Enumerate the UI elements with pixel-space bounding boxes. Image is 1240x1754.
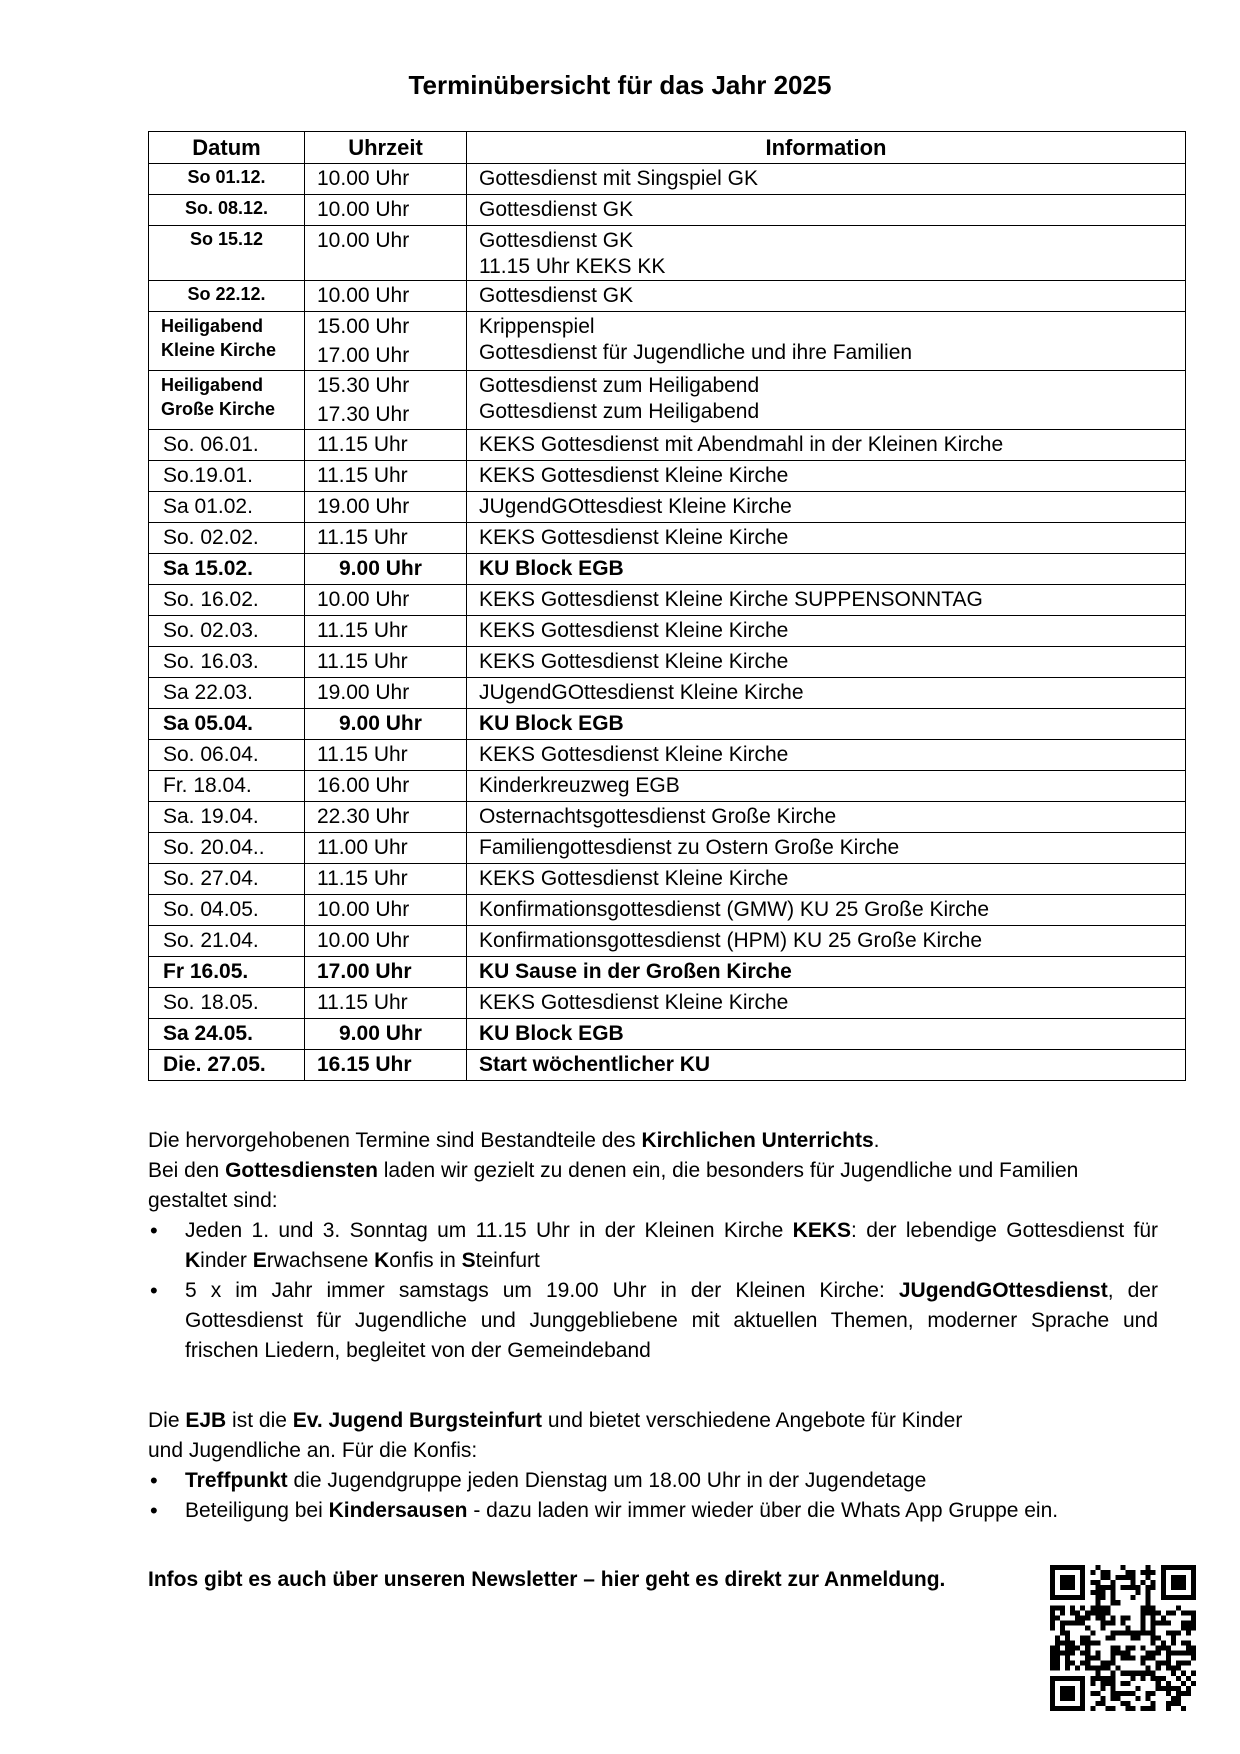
table-row	[149, 492, 1186, 523]
row-time: 11.00 Uhr	[305, 833, 467, 864]
row-date	[149, 312, 305, 371]
row-time: 10.00 Uhr	[305, 585, 467, 616]
table-row	[149, 802, 1186, 833]
text-run: Bei den	[148, 1159, 226, 1182]
row-time	[305, 371, 467, 430]
row-date: So. 06.04.	[149, 740, 305, 771]
row-info: KU Sause in der Großen Kirche	[467, 957, 1186, 988]
row-date: So. 06.01.	[149, 430, 305, 461]
row-date: Sa. 19.04.	[149, 802, 305, 833]
row-date: Sa 22.03.	[149, 678, 305, 709]
row-info-line: Krippenspiel	[479, 315, 595, 338]
row-time: 19.00 Uhr	[305, 492, 467, 523]
row-time: 11.15 Uhr	[305, 430, 467, 461]
worship-list	[148, 1216, 1158, 1366]
row-date: Sa 05.04.	[149, 709, 305, 740]
table-row	[149, 616, 1186, 647]
row-time: 10.00 Uhr	[305, 895, 467, 926]
newsletter-note: Infos gibt es auch über unseren Newsletter – hier geht es direkt zur Anmeldung.	[148, 1568, 946, 1591]
row-time: 11.15 Uhr	[305, 740, 467, 771]
row-info: KU Block EGB	[467, 1019, 1186, 1050]
header-information: Information	[467, 132, 1186, 164]
row-date: Sa 01.02.	[149, 492, 305, 523]
list-item	[148, 1216, 1158, 1276]
row-date: Sa 24.05.	[149, 1019, 305, 1050]
row-date: So. 21.04.	[149, 926, 305, 957]
youth-section	[148, 1406, 1158, 1526]
table-row	[149, 988, 1186, 1019]
text-run: onfis in	[389, 1249, 462, 1272]
row-time: 10.00 Uhr	[305, 164, 467, 195]
page-title: Terminübersicht für das Jahr 2025	[408, 70, 832, 100]
text-run-bold: KEKS	[792, 1219, 852, 1242]
row-time: 10.00 Uhr	[305, 195, 467, 226]
row-time-line: 17.30 Uhr	[317, 403, 410, 426]
table-row	[149, 226, 1186, 281]
row-info: Start wöchentlicher KU	[467, 1050, 1186, 1081]
row-date: So. 20.04..	[149, 833, 305, 864]
table-header-row	[149, 132, 1186, 164]
row-time: 16.15 Uhr	[305, 1050, 467, 1081]
table-row-highlighted	[149, 1050, 1186, 1081]
row-info: KU Block EGB	[467, 554, 1186, 585]
table-row	[149, 864, 1186, 895]
row-time-line: 17.00 Uhr	[317, 344, 410, 367]
row-date-line: Große Kirche	[161, 399, 276, 419]
row-time-line: 15.00 Uhr	[317, 315, 410, 338]
table-row-highlighted	[149, 709, 1186, 740]
table-row	[149, 895, 1186, 926]
text-run: Beteiligung bei	[185, 1499, 329, 1522]
row-time: 9.00 Uhr	[305, 1019, 467, 1050]
text-run-bold: EJB	[185, 1409, 227, 1432]
youth-list	[148, 1466, 1108, 1526]
text-run-bold: JUgendGOttesdienst	[898, 1279, 1108, 1302]
row-info: JUgendGOttesdiest Kleine Kirche	[467, 492, 1186, 523]
row-info: KEKS Gottesdienst Kleine Kirche	[467, 523, 1186, 554]
text-run: inder	[200, 1249, 253, 1272]
table-row	[149, 740, 1186, 771]
row-info: KU Block EGB	[467, 709, 1186, 740]
row-date: Fr 16.05.	[149, 957, 305, 988]
row-time: 9.00 Uhr	[305, 554, 467, 585]
row-date: So. 27.04.	[149, 864, 305, 895]
text-run: Die	[148, 1409, 186, 1432]
table-row	[149, 647, 1186, 678]
row-date: So 15.12	[149, 226, 305, 281]
table-row	[149, 371, 1186, 430]
row-info-line: Gottesdienst zum Heiligabend	[479, 374, 760, 397]
row-date-line: Heiligabend	[161, 375, 264, 395]
row-info: Konfirmationsgottesdienst (HPM) KU 25 Große Kirche	[467, 926, 1186, 957]
row-time: 9.00 Uhr	[305, 709, 467, 740]
table-row	[149, 281, 1186, 312]
row-info: KEKS Gottesdienst Kleine Kirche	[467, 988, 1186, 1019]
text-run: ist die	[226, 1409, 293, 1432]
row-info-line: Gottesdienst GK	[479, 229, 634, 252]
row-time: 10.00 Uhr	[305, 281, 467, 312]
text-run: die Jugendgruppe jeden Dienstag um 18.00 Uhr in der Jugendetage	[287, 1469, 927, 1492]
text-run-bold: Treffpunkt	[185, 1469, 288, 1492]
row-info	[467, 312, 1186, 371]
notes-section	[148, 1126, 1158, 1366]
header-date: Datum	[149, 132, 305, 164]
row-date: So. 08.12.	[149, 195, 305, 226]
row-date: Fr. 18.04.	[149, 771, 305, 802]
table-row	[149, 461, 1186, 492]
text-run: rwachsene	[266, 1249, 375, 1272]
table-row	[149, 833, 1186, 864]
row-info: Osternachtsgottesdienst Große Kirche	[467, 802, 1186, 833]
text-run-bold: Gottesdiensten	[225, 1159, 378, 1182]
table-row	[149, 195, 1186, 226]
row-time: 10.00 Uhr	[305, 226, 467, 281]
text-run-bold: K	[185, 1249, 201, 1272]
row-info: KEKS Gottesdienst Kleine Kirche	[467, 864, 1186, 895]
row-info: KEKS Gottesdienst Kleine Kirche	[467, 740, 1186, 771]
row-time-line: 15.30 Uhr	[317, 374, 410, 397]
table-row	[149, 523, 1186, 554]
text-run-bold: Ev. Jugend Burgsteinfurt	[292, 1409, 543, 1432]
row-info: Kinderkreuzweg EGB	[467, 771, 1186, 802]
text-run-bold: E	[252, 1249, 267, 1272]
text-run: und bietet verschiedene Angebote für Kinder	[542, 1409, 963, 1432]
qr-code-icon[interactable]	[1050, 1565, 1196, 1711]
row-time: 17.00 Uhr	[305, 957, 467, 988]
table-row	[149, 678, 1186, 709]
row-info-line: 11.15 Uhr KEKS KK	[479, 255, 666, 278]
table-row-highlighted	[149, 957, 1186, 988]
table-row	[149, 430, 1186, 461]
row-date: Sa 15.02.	[149, 554, 305, 585]
text-run: , der Gottesdienst für Jugendliche und Junggebliebene mit aktuellen Themen, moderner Sprache und frischen Liedern, begleitet von der Gemeindeband	[185, 1279, 1158, 1362]
list-item	[148, 1496, 1108, 1526]
text-run: Die hervorgehobenen Termine sind Bestandteile des	[148, 1129, 642, 1152]
row-date: So. 16.02.	[149, 585, 305, 616]
note-paragraph	[148, 1406, 1158, 1436]
row-time: 16.00 Uhr	[305, 771, 467, 802]
row-date: Die. 27.05.	[149, 1050, 305, 1081]
text-run-bold: K	[374, 1249, 390, 1272]
row-date: So.19.01.	[149, 461, 305, 492]
text-run: 5 x im Jahr immer samstags um 19.00 Uhr in der Kleinen Kirche:	[185, 1279, 899, 1302]
text-run: .	[873, 1129, 880, 1152]
row-info	[467, 371, 1186, 430]
text-run: laden wir gezielt zu denen ein, die besonders für Jugendliche und Familien gestaltet sind:	[148, 1159, 1079, 1212]
row-time	[305, 312, 467, 371]
row-time: 11.15 Uhr	[305, 864, 467, 895]
table-row	[149, 926, 1186, 957]
row-date-line: Kleine Kirche	[161, 340, 277, 360]
row-time: 11.15 Uhr	[305, 616, 467, 647]
row-info: KEKS Gottesdienst mit Abendmahl in der Kleinen Kirche	[467, 430, 1186, 461]
row-info: KEKS Gottesdienst Kleine Kirche	[467, 647, 1186, 678]
table-row	[149, 771, 1186, 802]
table-row	[149, 585, 1186, 616]
row-time: 11.15 Uhr	[305, 988, 467, 1019]
row-date: So. 04.05.	[149, 895, 305, 926]
row-info: KEKS Gottesdienst Kleine Kirche SUPPENSONNTAG	[467, 585, 1186, 616]
row-date: So. 16.03.	[149, 647, 305, 678]
row-info: KEKS Gottesdienst Kleine Kirche	[467, 616, 1186, 647]
text-run-bold: Kirchlichen Unterrichts	[641, 1129, 874, 1152]
note-paragraph	[148, 1156, 1158, 1216]
header-time: Uhrzeit	[305, 132, 467, 164]
row-info-line: Gottesdienst zum Heiligabend	[479, 400, 760, 423]
row-info: Gottesdienst GK	[467, 281, 1186, 312]
row-date: So 01.12.	[149, 164, 305, 195]
note-paragraph: und Jugendliche an. Für die Konfis:	[148, 1439, 478, 1462]
table-row-highlighted	[149, 554, 1186, 585]
text-run: teinfurt	[475, 1249, 540, 1272]
row-time: 11.15 Uhr	[305, 461, 467, 492]
note-paragraph	[148, 1126, 1158, 1156]
text-run-bold: S	[461, 1249, 476, 1272]
row-date: So 22.12.	[149, 281, 305, 312]
text-run: : der lebendige Gottesdienst für	[851, 1219, 1158, 1242]
text-run-bold: Kindersausen	[328, 1499, 468, 1522]
row-time: 11.15 Uhr	[305, 647, 467, 678]
schedule-table	[148, 131, 1186, 1081]
row-info: Konfirmationsgottesdienst (GMW) KU 25 Große Kirche	[467, 895, 1186, 926]
row-time: 19.00 Uhr	[305, 678, 467, 709]
row-info-line: Gottesdienst für Jugendliche und ihre Familien	[479, 341, 913, 364]
row-date	[149, 371, 305, 430]
row-info: KEKS Gottesdienst Kleine Kirche	[467, 461, 1186, 492]
row-date: So. 02.03.	[149, 616, 305, 647]
text-run: - dazu laden wir immer wieder über die Whats App Gruppe ein.	[467, 1499, 1059, 1522]
row-date-line: Heiligabend	[161, 316, 264, 336]
row-date: So. 02.02.	[149, 523, 305, 554]
row-time: 22.30 Uhr	[305, 802, 467, 833]
text-run: Jeden 1. und 3. Sonntag um 11.15 Uhr in der Kleinen Kirche	[185, 1219, 793, 1242]
list-item	[148, 1466, 1108, 1496]
list-item	[148, 1276, 1158, 1366]
table-row	[149, 312, 1186, 371]
row-time: 11.15 Uhr	[305, 523, 467, 554]
row-info: Gottesdienst GK	[467, 195, 1186, 226]
table-row-highlighted	[149, 1019, 1186, 1050]
table-row	[149, 164, 1186, 195]
row-time: 10.00 Uhr	[305, 926, 467, 957]
row-date: So. 18.05.	[149, 988, 305, 1019]
row-info: JUgendGOttesdienst Kleine Kirche	[467, 678, 1186, 709]
row-info: Gottesdienst mit Singspiel GK	[467, 164, 1186, 195]
row-info	[467, 226, 1186, 281]
row-info: Familiengottesdienst zu Ostern Große Kirche	[467, 833, 1186, 864]
